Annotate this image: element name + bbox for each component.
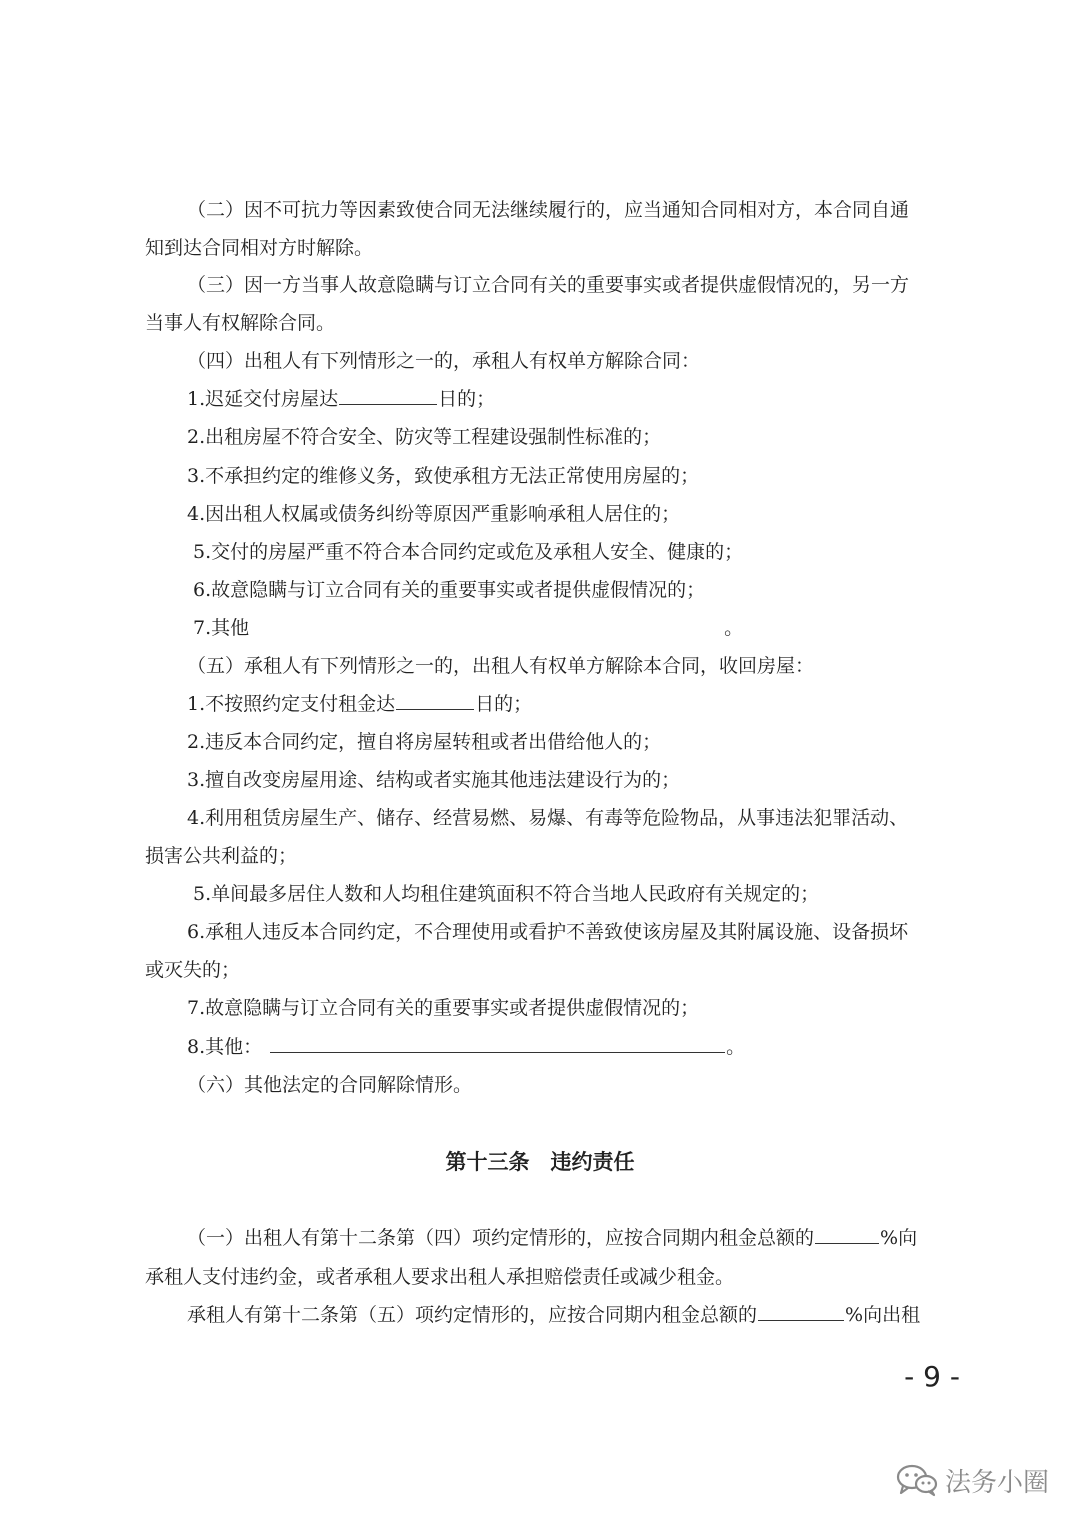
paragraph-line: 6.承租人违反本合同约定，不合理使用或看护不善致使该房屋及其附属设施、设备损坏 <box>187 921 909 943</box>
paragraph-line: 6.故意隐瞒与订立合同有关的重要事实或者提供虚假情况的； <box>193 579 706 601</box>
paragraph-line: 5.交付的房屋严重不符合本合同约定或危及承租人安全、健康的； <box>193 541 744 563</box>
paragraph-line: 2.出租房屋不符合安全、防灾等工程建设强制性标准的； <box>187 426 662 448</box>
watermark <box>895 1455 1049 1505</box>
fill-in-blank <box>396 689 474 710</box>
paragraph-line: 3.擅自改变房屋用途、结构或者实施其他违法建设行为的； <box>187 769 681 791</box>
paragraph-line: （五）承租人有下列情形之一的，出租人有权单方解除本合同，收回房屋： <box>187 655 815 677</box>
paragraph-line: 当事人有权解除合同。 <box>145 312 336 334</box>
paragraph-line: 3.不承担约定的维修义务，致使承租方无法正常使用房屋的； <box>187 465 700 487</box>
paragraph-line: （四）出租人有下列情形之一的，承租人有权单方解除合同： <box>187 350 701 372</box>
paragraph-line: （一）出租人有第十二条第（四）项约定情形的，应按合同期内租金总额的 %向 <box>187 1219 950 1257</box>
wechat-icon <box>895 1462 939 1498</box>
paragraph-line: 损害公共利益的； <box>145 845 298 867</box>
paragraph-line: 7.其他 。 <box>193 617 744 639</box>
paragraph-line: 8.其他： 。 <box>187 1028 950 1066</box>
fill-in-blank <box>339 384 437 405</box>
paragraph-line: 1.不按照约定支付租金达 日的； <box>187 685 950 723</box>
section-heading: 第十三条 违约责任 <box>445 1149 635 1174</box>
paragraph-line: 4.因出租人权属或债务纠纷等原因严重影响承租人居住的； <box>187 503 681 525</box>
paragraph-line: 4.利用租赁房屋生产、储存、经营易燃、易爆、有毒等危险物品，从事违法犯罪活动、 <box>187 807 909 829</box>
paragraph-line: 承租人有第十二条第（五）项约定情形的，应按合同期内租金总额的 %向出租 <box>187 1296 950 1334</box>
watermark-text: 法务小圈 <box>945 1467 1050 1498</box>
paragraph-line: 2.违反本合同约定，擅自将房屋转租或者出借给他人的； <box>187 731 662 753</box>
fill-in-blank <box>270 1032 725 1053</box>
paragraph-line: （三）因一方当事人故意隐瞒与订立合同有关的重要事实或者提供虚假情况的，另一方 <box>187 274 910 296</box>
paragraph-line: 知到达合同相对方时解除。 <box>145 237 374 259</box>
fill-in-blank <box>815 1223 879 1244</box>
paragraph-line: 承租人支付违约金，或者承租人要求出租人承担赔偿责任或减少租金。 <box>145 1266 735 1288</box>
paragraph-line: 5.单间最多居住人数和人均租住建筑面积不符合当地人民政府有关规定的； <box>193 883 820 905</box>
page-number: - 9 - <box>904 1360 960 1393</box>
paragraph-line: 1.迟延交付房屋达 日的； <box>187 380 950 418</box>
paragraph-line: （六）其他法定的合同解除情形。 <box>187 1074 473 1096</box>
paragraph-line: （二）因不可抗力等因素致使合同无法继续履行的，应当通知合同相对方，本合同自通 <box>187 199 910 221</box>
paragraph-line: 7.故意隐瞒与订立合同有关的重要事实或者提供虚假情况的； <box>187 997 700 1019</box>
paragraph-line: 或灭失的； <box>145 959 241 981</box>
fill-in-blank <box>758 1300 844 1321</box>
